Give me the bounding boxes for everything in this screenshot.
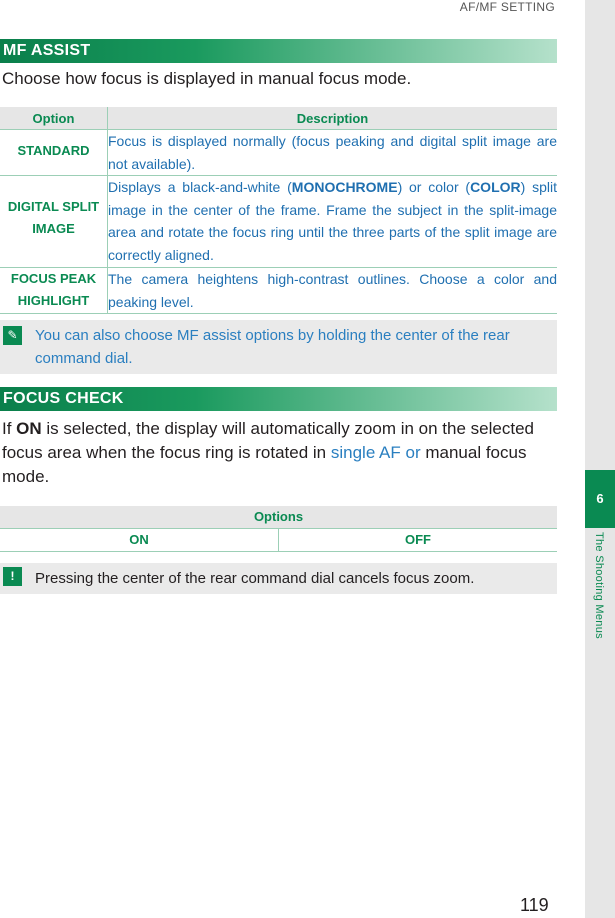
focus-check-options-table [0, 506, 557, 552]
table-row [0, 268, 557, 314]
option-on: ON [129, 532, 149, 547]
focus-check-heading: FOCUS CHECK [0, 387, 557, 411]
option-column-header: Option [0, 107, 108, 130]
option-focus-peak-highlight: FOCUS PEAK HIGHLIGHT [0, 268, 108, 314]
desc-text: ) or color ( [397, 179, 471, 195]
chapter-number-tab: 6 [585, 470, 615, 528]
mf-assist-note [0, 320, 557, 374]
page-number: 119 [520, 895, 549, 915]
table-row [0, 130, 557, 176]
description-focus-peak-highlight: The camera heightens high-contrast outlines. Choose a color and peaking level. [108, 268, 558, 314]
option-standard: STANDARD [0, 130, 108, 176]
mf-assist-intro: Choose how focus is displayed in manual focus mode. [2, 69, 412, 88]
option-digital-split-image: DIGITAL SPLIT IMAGE [0, 176, 108, 268]
caution-text: Pressing the center of the rear command dial cancels focus zoom. [35, 570, 475, 587]
body-text: If [2, 419, 17, 438]
body-text: manual focus mode. [2, 443, 527, 486]
table-row [0, 176, 557, 268]
section-header: AF/MF SETTING [459, 0, 555, 14]
single-af-link[interactable]: single AF or [330, 443, 421, 462]
monochrome-term: MONOCHROME [291, 179, 398, 195]
options-row [0, 529, 557, 552]
body-text: is selected, the display will automatically zoom in on the selected focus area when the focus ring is rotated in [2, 419, 534, 462]
caution-icon: ! [3, 567, 22, 586]
option-off: OFF [278, 529, 557, 551]
focus-check-caution [0, 563, 557, 594]
focus-check-description [2, 417, 557, 489]
table-header-row [0, 107, 557, 130]
chapter-title: The Shooting Menus [593, 532, 605, 639]
options-header: Options [0, 506, 557, 529]
mf-assist-heading: MF ASSIST [0, 39, 557, 63]
chapter-sidebar [585, 0, 615, 918]
description-standard: Focus is displayed normally (focus peaking and digital split image are not available). [108, 130, 558, 176]
color-term: COLOR [470, 179, 521, 195]
note-icon: ✎ [3, 326, 22, 345]
desc-text: ) split image in the center of the frame. Frame the subject in the split-image area and rotate the focus ring until the three parts of the split image are correctly aligned. [108, 179, 557, 263]
description-digital-split-image [108, 176, 558, 268]
note-text: You can also choose MF assist options by holding the center of the rear command dial. [35, 327, 510, 367]
desc-text: Displays a black-and-white ( [108, 179, 292, 195]
mf-assist-options-table [0, 107, 557, 314]
description-column-header: Description [108, 107, 558, 130]
on-term: ON [16, 419, 42, 438]
